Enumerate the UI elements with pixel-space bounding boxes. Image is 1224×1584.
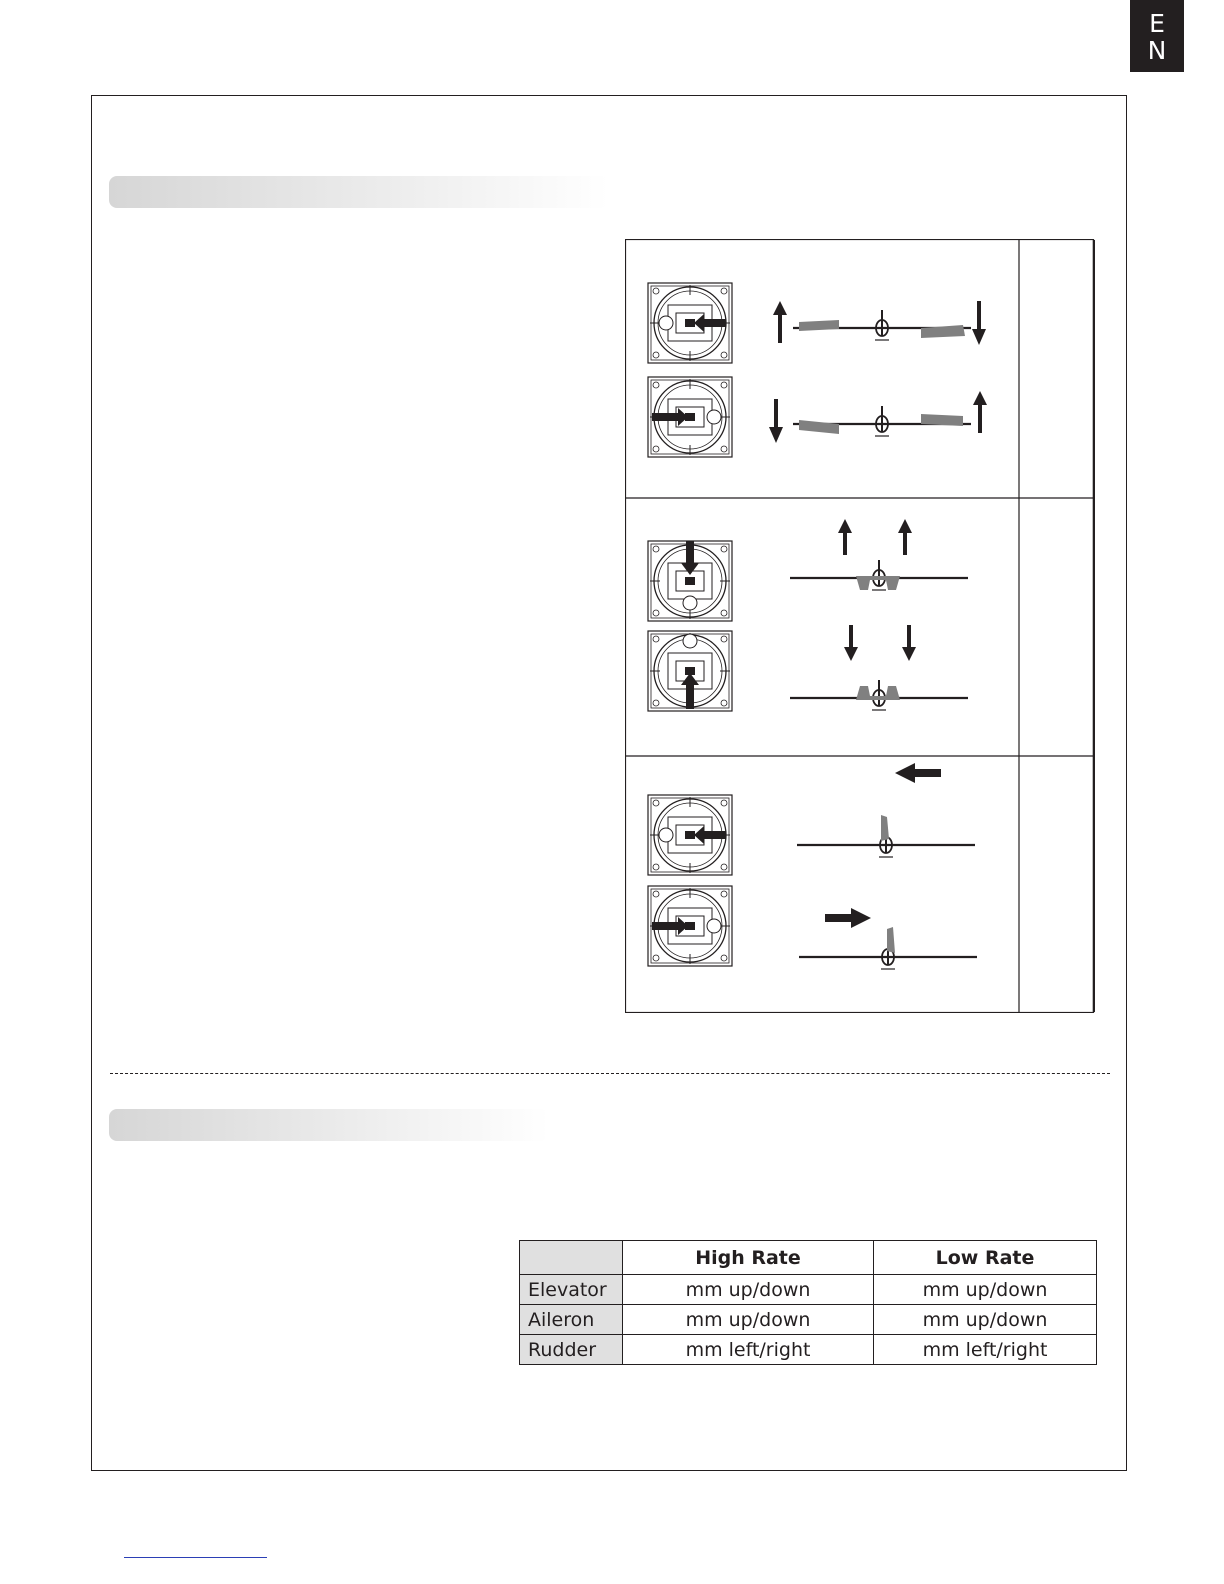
row-label-rudder: Rudder: [520, 1335, 623, 1365]
elevator-down-arrow-right-icon: [902, 625, 916, 661]
aileron-low-rate: mm up/down: [874, 1305, 1097, 1335]
rudder-right-arrow-icon: [825, 908, 871, 928]
rudder-high-rate: mm left/right: [623, 1335, 874, 1365]
control-direction-diagram: [625, 239, 1095, 1013]
table-corner-cell: [520, 1241, 623, 1275]
elevator-plane-down-icon: [790, 680, 968, 710]
row-label-aileron: Aileron: [520, 1305, 623, 1335]
aileron-up-left-arrow-icon: [773, 301, 787, 343]
language-tab-letter-1: E: [1149, 9, 1165, 38]
elevator-stick-down-icon: [648, 541, 732, 621]
aileron-stick-right-icon: [648, 377, 732, 457]
elevator-up-arrow-left-icon: [838, 519, 852, 555]
elevator-stick-up-icon: [648, 631, 732, 711]
table-header-row: [520, 1241, 1097, 1275]
rudder-plane-left-icon: [797, 815, 975, 857]
elevator-low-rate: mm up/down: [874, 1275, 1097, 1305]
rudder-stick-left-icon: [648, 795, 732, 875]
elevator-up-arrow-right-icon: [898, 519, 912, 555]
aileron-up-right-arrow-icon: [973, 391, 987, 433]
high-rate-header: High Rate: [623, 1241, 874, 1275]
aileron-plane-right-roll-icon: [793, 406, 971, 436]
footer-link-underline[interactable]: [124, 1557, 267, 1558]
rudder-stick-right-icon: [648, 886, 732, 966]
control-throws-table: [519, 1240, 1097, 1365]
aileron-down-left-arrow-icon: [769, 399, 783, 443]
row-label-elevator: Elevator: [520, 1275, 623, 1305]
aileron-down-right-arrow-icon: [972, 301, 986, 345]
elevator-high-rate: mm up/down: [623, 1275, 874, 1305]
aileron-stick-left-icon: [648, 283, 732, 363]
table-row: [520, 1335, 1097, 1365]
section-header-bar-control-throws: [109, 1109, 549, 1141]
rudder-plane-right-icon: [799, 927, 977, 969]
language-tab: [1130, 0, 1184, 72]
section-divider: [110, 1073, 1110, 1074]
rudder-low-rate: mm left/right: [874, 1335, 1097, 1365]
aileron-plane-left-roll-icon: [793, 310, 971, 340]
section-header-bar-control-check: [109, 176, 609, 208]
table-row: [520, 1275, 1097, 1305]
elevator-plane-up-icon: [790, 560, 968, 590]
rudder-left-arrow-icon: [895, 763, 941, 783]
elevator-down-arrow-left-icon: [844, 625, 858, 661]
language-tab-letter-2: N: [1147, 36, 1167, 65]
table-row: [520, 1305, 1097, 1335]
low-rate-header: Low Rate: [874, 1241, 1097, 1275]
aileron-high-rate: mm up/down: [623, 1305, 874, 1335]
